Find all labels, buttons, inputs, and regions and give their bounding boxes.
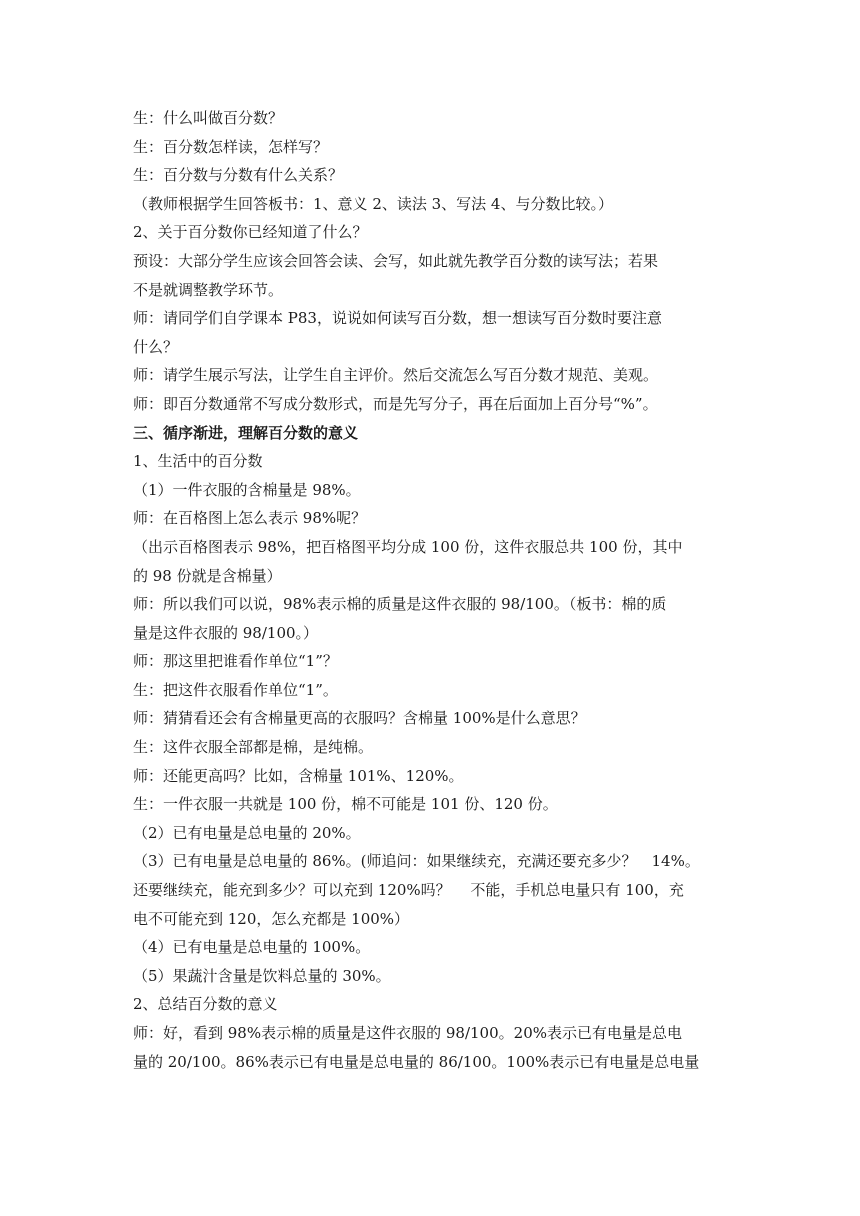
- text-line: （教师根据学生回答板书：1、意义 2、读法 3、写法 4、与分数比较。）: [133, 194, 613, 213]
- text-line: 量的 20/100。86%表示已有电量是总电量的 86/100。100%表示已有电量是总电量: [133, 1052, 700, 1071]
- text-line: 师：请学生展示写法，让学生自主评价。然后交流怎么写百分数才规范、美观。: [133, 366, 659, 385]
- text-line: 师：请同学们自学课本 P83，说说如何读写百分数，想一想读写百分数时要注意: [133, 309, 662, 328]
- document-body: [133, 104, 733, 1076]
- text-line: 生：把这件衣服看作单位“1”。: [133, 680, 338, 699]
- text-line: 1、生活中的百分数: [133, 452, 263, 471]
- text-line: （3）已有电量是总电量的 86%。(师追问：如果继续充，充满还要充多少？ 14%。: [133, 852, 700, 871]
- text-line: 不是就调整教学环节。: [133, 280, 284, 299]
- text-line: 还要继续充，能充到多少？可以充到 120%吗？ 不能，手机总电量只有 100，充: [133, 881, 684, 900]
- text-line: 师：即百分数通常不写成分数形式，而是先写分子，再在后面加上百分号“%”。: [133, 394, 658, 413]
- text-line: 2、关于百分数你已经知道了什么？: [133, 223, 368, 242]
- text-line: 师：还能更高吗？比如，含棉量 101%、120%。: [133, 766, 464, 785]
- text-line: 预设：大部分学生应该会回答会读、会写，如此就先教学百分数的读写法；若果: [133, 251, 659, 270]
- section-heading: 三、循序渐进，理解百分数的意义: [133, 423, 359, 442]
- text-line: 师：猜猜看还会有含棉量更高的衣服吗？含棉量 100%是什么意思？: [133, 709, 586, 728]
- text-line: 的 98 份就是含棉量）: [133, 566, 282, 585]
- text-line: 2、总结百分数的意义: [133, 995, 278, 1014]
- text-line: （5）果蔬汁含量是饮料总量的 30%。: [133, 966, 391, 985]
- text-line: （1）一件衣服的含棉量是 98%。: [133, 480, 361, 499]
- text-line: （2）已有电量是总电量的 20%。: [133, 823, 361, 842]
- text-line: （出示百格图表示 98%，把百格图平均分成 100 份，这件衣服总共 100 份，其中: [133, 537, 683, 556]
- text-line: 量是这件衣服的 98/100。）: [133, 623, 319, 642]
- text-line: 师：那这里把谁看作单位“1”？: [133, 652, 338, 671]
- text-line: 师：好，看到 98%表示棉的质量是这件衣服的 98/100。20%表示已有电量是总电: [133, 1024, 682, 1042]
- text-line: 生：百分数怎样读，怎样写？: [133, 137, 329, 156]
- text-line: 生：什么叫做百分数？: [133, 109, 284, 127]
- text-line: 师：所以我们可以说，98%表示棉的质量是这件衣服的 98/100。（板书：棉的质: [133, 595, 667, 614]
- text-line: 生：这件衣服全部都是棉，是纯棉。: [133, 738, 374, 757]
- text-line: 师：在百格图上怎么表示 98%呢？: [133, 509, 367, 528]
- text-line: 什么？: [133, 337, 179, 356]
- text-line: 生：一件衣服一共就是 100 份，棉不可能是 101 份、120 份。: [133, 795, 558, 814]
- text-line: 电不可能充到 120，怎么充都是 100%）: [133, 909, 410, 928]
- text-line: （4）已有电量是总电量的 100%。: [133, 938, 371, 957]
- text-line: 生：百分数与分数有什么关系？: [133, 166, 344, 185]
